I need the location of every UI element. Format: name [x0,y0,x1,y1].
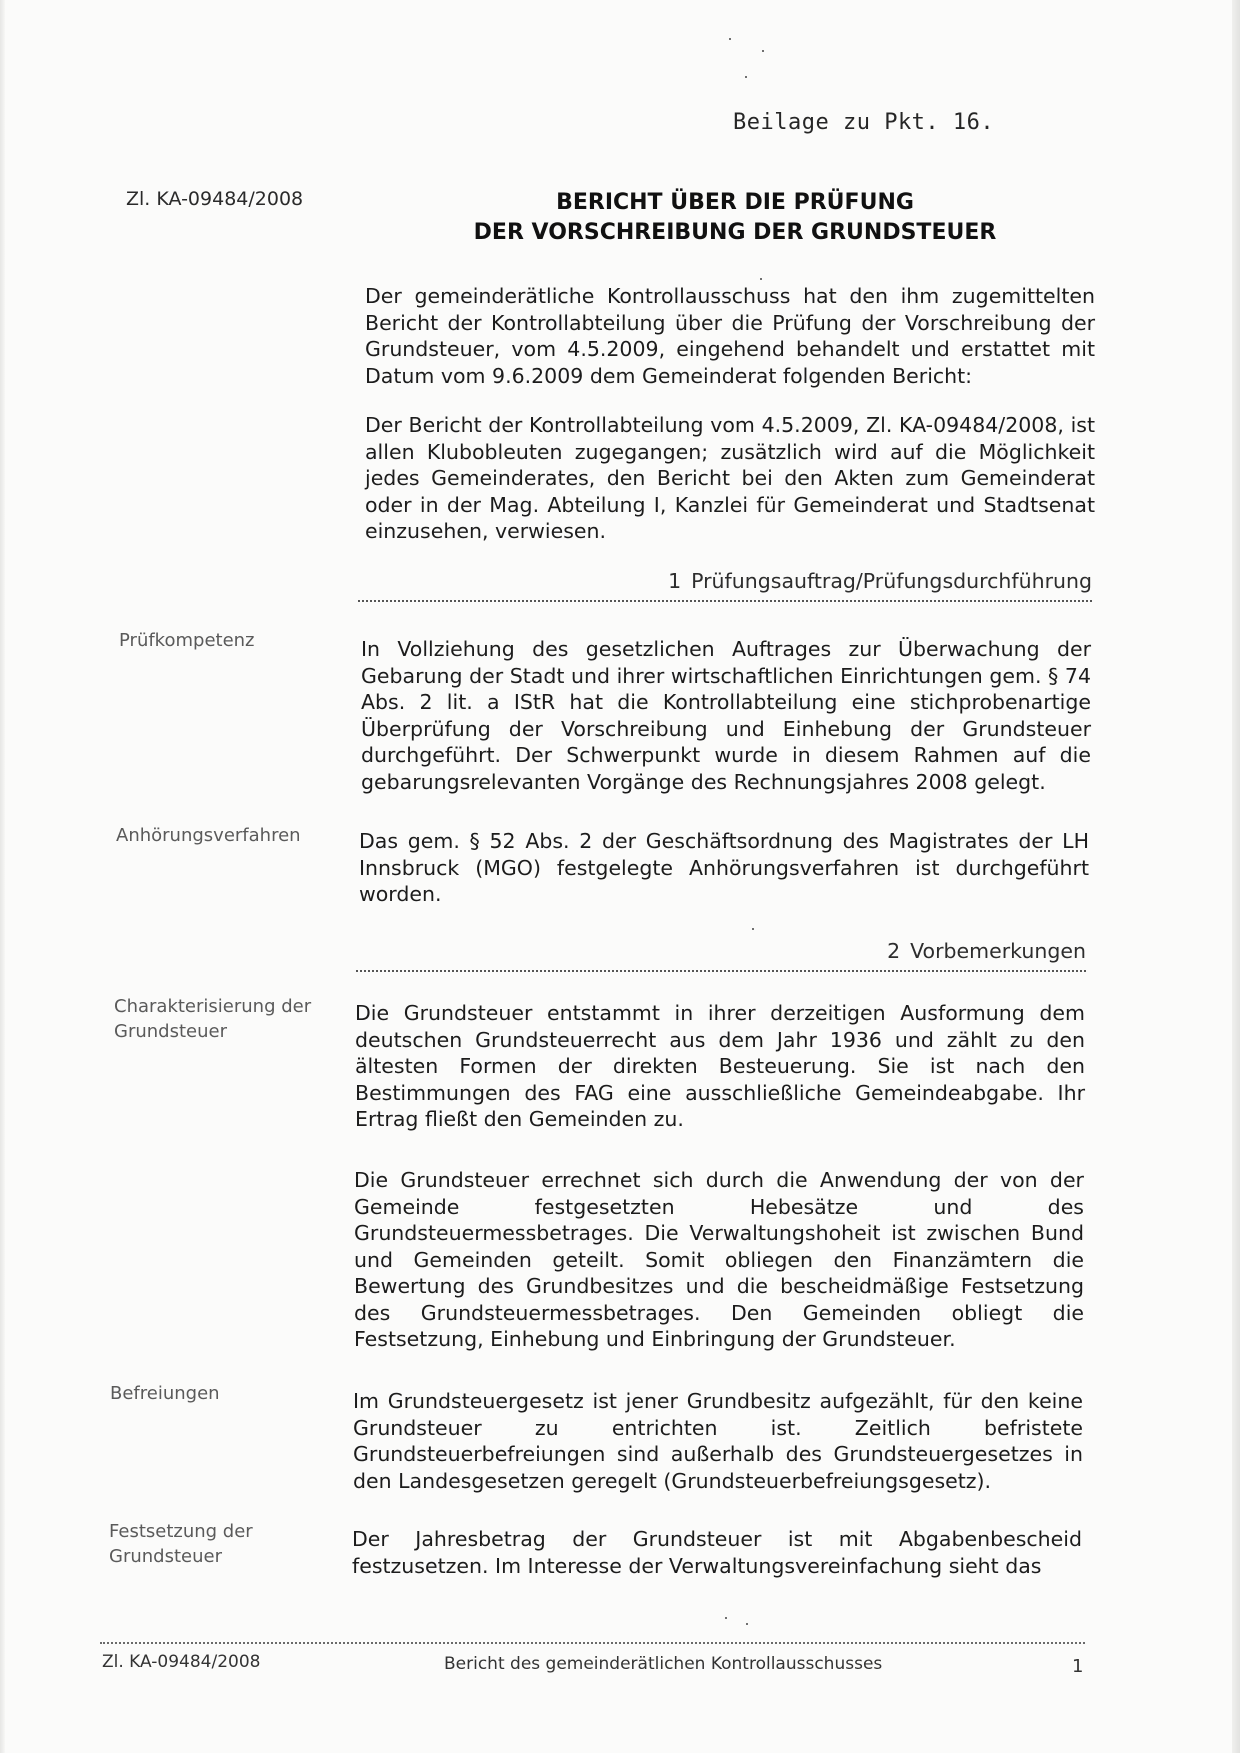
side-label-line: Grundsteuer [109,1546,222,1567]
side-label-charakterisierung [114,994,311,1044]
title-line-1: BERICHT ÜBER DIE PRÜFUNG [556,190,914,215]
side-label-line: Festsetzung der [109,1521,253,1542]
footer-reference: Zl. KA-09484/2008 [102,1652,261,1672]
section-heading-2 [356,936,1086,972]
document-title [420,188,1050,248]
scan-edge-right [1232,0,1240,1753]
page-number: 1 [1072,1656,1084,1677]
scan-speck [762,50,764,52]
side-label-line: Charakterisierung der [114,996,312,1017]
footer-title: Bericht des gemeinderätlichen Kontrollausschusses [444,1654,883,1674]
scan-edge-left [0,0,5,1753]
scan-speck [729,38,731,40]
paragraph-befreiungen: Im Grundsteuergesetz ist jener Grundbesitz aufgezählt, für den keine Grundsteuer zu entrichten ist. Zeitlich befristete Grundsteuerbefreiungen sind außerhalb des Grundsteuergesetzes in den Landesgesetzen geregelt (Grundsteuerbefreiungsgesetz). [353,1389,1083,1493]
paragraph-anhoerungsverfahren: Das gem. § 52 Abs. 2 der Geschäftsordnung des Magistrates der LH Innsbruck (MGO) festgelegte Anhörungsverfahren ist durchgeführt worden. [359,829,1089,906]
side-label-anhoerungsverfahren: Anhörungsverfahren [116,825,301,846]
side-label-festsetzung [109,1519,253,1569]
side-label-line: Grundsteuer [114,1021,227,1042]
paragraph-pruefkompetenz: In Vollziehung des gesetzlichen Auftrages zur Überwachung der Gebarung der Stadt und ihrer wirtschaftlichen Einrichtungen gem. § 74 Abs. 2 lit. a IStR hat die Kontrollabteilung eine stichprobenartige Überprüfung der Vorschreibung und Einhebung der Grundsteuer durchgeführt. Der Schwerpunkt wurde in diesem Rahmen auf die gebarungsrelevanten Vorgänge des Rechnungsjahres 2008 gelegt. [361,637,1091,794]
section-number: 1 [668,569,682,593]
footer-divider [100,1642,1085,1644]
scan-speck [725,1617,727,1619]
paragraph-charakterisierung: Die Grundsteuer entstammt in ihrer derzeitigen Ausformung dem deutschen Grundsteuerrecht aus dem Jahr 1936 und zählt zu den ältesten Formen der direkten Besteuerung. Sie ist nach den Bestimmungen des FAG eine ausschließliche Gemeindeabgabe. Ihr Ertrag fließt den Gemeinden zu. [355,1001,1085,1131]
reference-number: Zl. KA-09484/2008 [126,188,304,210]
side-label-befreiungen: Befreiungen [110,1383,220,1404]
section-number: 2 [887,939,901,963]
section-title: Vorbemerkungen [910,939,1086,963]
side-label-pruefkompetenz: Prüfkompetenz [119,630,255,651]
paragraph-berechnung: Die Grundsteuer errechnet sich durch die Anwendung der von der Gemeinde festgesetzten Hebesätze und des Grundsteuermessbetrages. Die Verwaltungshoheit ist zwischen Bund und Gemeinden geteilt. Somit obliegen den Finanzämtern die Bewertung des Grundbesitzes und die bescheidmäßige Festsetzung des Grundsteuermessbetrages. Den Gemeinden obliegt die Festsetzung, Einhebung und Einbringung der Grundsteuer. [354,1168,1084,1351]
scan-speck [745,76,747,78]
paragraph-festsetzung: Der Jahresbetrag der Grundsteuer ist mit Abgabenbescheid festzusetzen. Im Interesse der Verwaltungsvereinfachung sieht das [352,1527,1082,1578]
section-heading-1 [358,566,1092,602]
scan-speck [752,928,754,930]
intro-paragraph-2: Der Bericht der Kontrollabteilung vom 4.5.2009, Zl. KA-09484/2008, ist allen Klubobleuten zugegangen; zusätzlich wird auf die Möglichkeit jedes Gemeinderates, den Bericht bei den Akten zum Gemeinderat oder in der Mag. Abteilung I, Kanzlei für Gemeinderat und Stadtsenat einzusehen, verwiesen. [365,413,1095,543]
scan-speck [760,278,762,280]
title-line-2: DER VORSCHREIBUNG DER GRUNDSTEUER [473,220,997,245]
section-title: Prüfungsauftrag/Prüfungsdurchführung [691,569,1092,593]
annex-note: Beilage zu Pkt. 16. [733,110,995,135]
scan-speck [746,1623,748,1625]
intro-paragraph-1: Der gemeinderätliche Kontrollausschuss hat den ihm zugemittelten Bericht der Kontrollabteilung über die Prüfung der Vorschreibung der Grundsteuer, vom 4.5.2009, eingehend behandelt und erstattet mit Datum vom 9.6.2009 dem Gemeinderat folgenden Bericht: [365,284,1095,388]
